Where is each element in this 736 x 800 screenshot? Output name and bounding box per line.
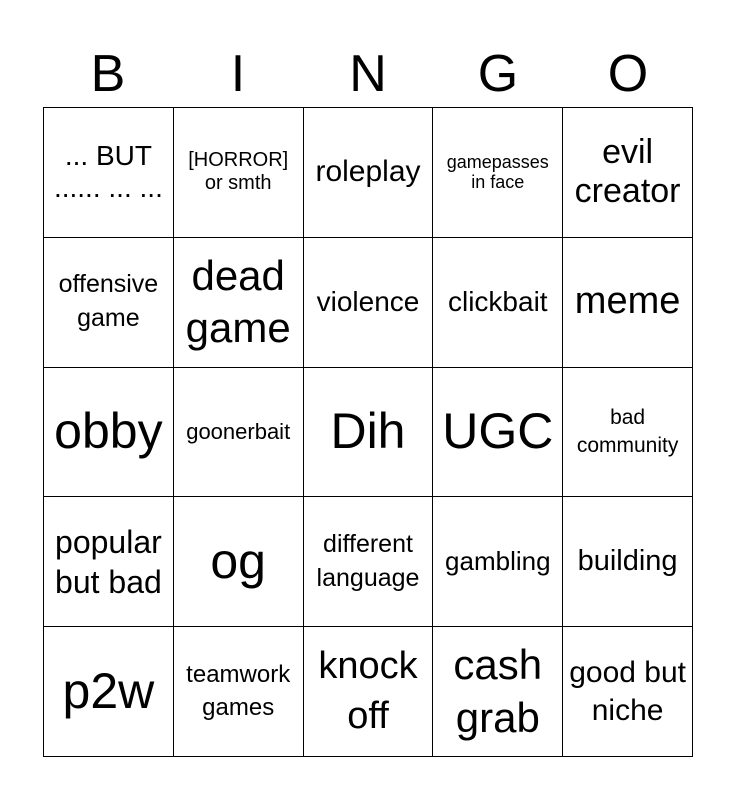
header-letter-n: N: [349, 45, 387, 103]
cell-label: popular but bad: [55, 523, 162, 600]
bingo-cell-r2-c2[interactable]: [304, 368, 434, 498]
bingo-cell-r0-c4[interactable]: [563, 108, 693, 238]
cell-label: evil creator: [574, 133, 681, 211]
cell-label: goonerbait: [186, 419, 291, 445]
cell-label: og: [210, 533, 266, 590]
cell-label: bad community: [576, 405, 679, 457]
bingo-cell-r3-c1[interactable]: [174, 497, 304, 627]
bingo-cell-r1-c4[interactable]: [563, 238, 693, 368]
bingo-cell-r0-c2[interactable]: [304, 108, 434, 238]
cell-label: p2w: [62, 662, 155, 719]
bingo-cell-r3-c0[interactable]: [44, 497, 174, 627]
cell-label: knock off: [318, 645, 418, 737]
cell-label: gamepasses in face: [446, 151, 549, 193]
bingo-cell-r0-c1[interactable]: [174, 108, 304, 238]
cell-label: dead game: [185, 251, 291, 352]
cell-label: meme: [574, 280, 681, 323]
header-letter-b: B: [90, 45, 126, 103]
cell-label: building: [577, 545, 678, 578]
header-letter-i: I: [230, 45, 246, 103]
bingo-cell-r3-c3[interactable]: [433, 497, 563, 627]
cell-label: gambling: [445, 545, 551, 576]
bingo-cell-r0-c3[interactable]: [433, 108, 563, 238]
cell-label: ... BUT ...... ... ...: [53, 140, 163, 204]
bingo-cell-r2-c3[interactable]: [433, 368, 563, 498]
bingo-cell-r1-c0[interactable]: [44, 238, 174, 368]
cell-label: UGC: [442, 403, 554, 460]
cell-label: different language: [316, 530, 420, 592]
cell-label: offensive game: [58, 270, 159, 333]
bingo-cell-r4-c1[interactable]: [174, 627, 304, 757]
cell-label: teamwork games: [186, 661, 291, 721]
bingo-cell-r1-c3[interactable]: [433, 238, 563, 368]
bingo-cell-r4-c4[interactable]: [563, 627, 693, 757]
bingo-cell-r0-c0[interactable]: [44, 108, 174, 238]
cell-label: cash grab: [453, 641, 543, 741]
cell-label: [HORROR] or smth: [188, 149, 289, 195]
bingo-cell-r1-c1[interactable]: [174, 238, 304, 368]
bingo-cell-r4-c3[interactable]: [433, 627, 563, 757]
bingo-header: [43, 40, 693, 108]
cell-label: violence: [316, 286, 420, 318]
cell-label: clickbait: [447, 286, 548, 318]
cell-label: obby: [54, 403, 163, 460]
bingo-cell-r3-c4[interactable]: [563, 497, 693, 627]
bingo-cell-r3-c2[interactable]: [304, 497, 434, 627]
header-letter-g: G: [477, 45, 519, 103]
bingo-cell-r2-c4[interactable]: [563, 368, 693, 498]
header-letter-o: O: [607, 45, 649, 103]
bingo-cell-r2-c1[interactable]: [174, 368, 304, 498]
bingo-cell-r1-c2[interactable]: [304, 238, 434, 368]
cell-label: Dih: [330, 403, 406, 460]
bingo-cell-r4-c0[interactable]: [44, 627, 174, 757]
bingo-cell-r2-c0[interactable]: [44, 368, 174, 498]
bingo-cell-r4-c2[interactable]: [304, 627, 434, 757]
cell-label: good but niche: [569, 656, 686, 727]
bingo-board: [43, 107, 693, 757]
cell-label: roleplay: [315, 155, 421, 189]
